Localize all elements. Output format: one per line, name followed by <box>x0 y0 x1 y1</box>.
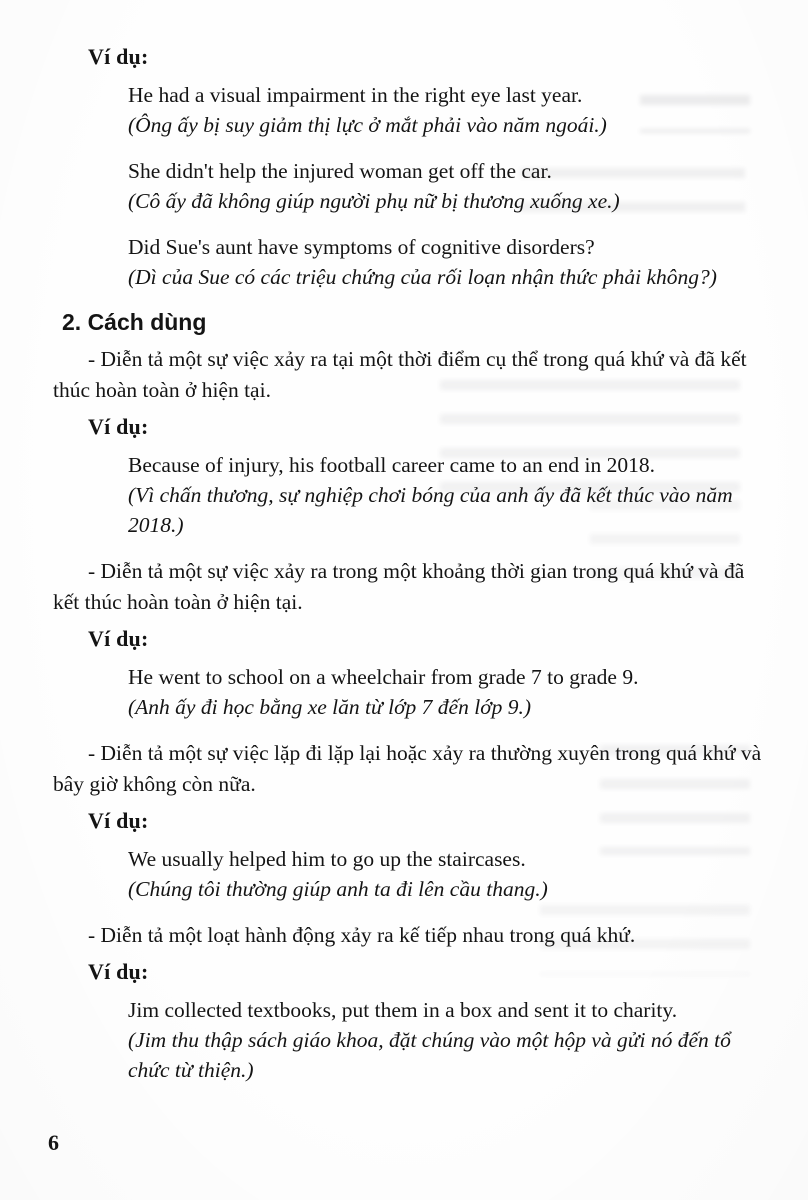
example-english: He went to school on a wheelchair from grade 7 to grade 9. <box>128 665 639 689</box>
example-label: Ví dụ: <box>88 959 149 984</box>
example-vietnamese: (Ông ấy bị suy giảm thị lực ở mắt phải vào năm ngoái.) <box>128 113 607 137</box>
section-heading: 2. Cách dùng <box>62 309 207 335</box>
example-label: Ví dụ: <box>88 808 149 833</box>
usage-rule: - Diễn tả một sự việc xảy ra trong một khoảng thời gian trong quá khứ và đã kết thúc hoàn toàn ở hiện tại. <box>53 559 745 614</box>
example-vietnamese: (Anh ấy đi học bằng xe lăn từ lớp 7 đến lớp 9.) <box>128 695 532 719</box>
example-english: He had a visual impairment in the right eye last year. <box>128 83 583 107</box>
example-vietnamese: (Cô ấy đã không giúp người phụ nữ bị thương xuống xe.) <box>128 189 620 213</box>
example-english: Because of injury, his football career came to an end in 2018. <box>128 453 655 477</box>
example-pair <box>128 844 764 904</box>
example-english: Jim collected textbooks, put them in a box and sent it to charity. <box>128 998 678 1022</box>
example-vietnamese: (Jim thu thập sách giáo khoa, đặt chúng vào một hộp và gửi nó đến tổ chức từ thiện.) <box>128 1028 731 1082</box>
example-pair <box>128 450 764 540</box>
example-label: Ví dụ: <box>88 44 149 69</box>
example-vietnamese: (Chúng tôi thường giúp anh ta đi lên cầu thang.) <box>128 877 548 901</box>
example-pair <box>128 662 764 722</box>
example-pair <box>128 995 764 1085</box>
usage-rule: - Diễn tả một sự việc xảy ra tại một thời điểm cụ thể trong quá khứ và đã kết thúc hoàn toàn ở hiện tại. <box>53 347 747 402</box>
example-label: Ví dụ: <box>88 626 149 651</box>
example-english: She didn't help the injured woman get off the car. <box>128 159 552 183</box>
example-english: We usually helped him to go up the staircases. <box>128 847 526 871</box>
example-vietnamese: (Vì chấn thương, sự nghiệp chơi bóng của anh ấy đã kết thúc vào năm 2018.) <box>128 483 733 537</box>
example-vietnamese: (Dì của Sue có các triệu chứng của rối loạn nhận thức phải không?) <box>128 265 717 289</box>
example-pair <box>128 156 764 216</box>
usage-rule: - Diễn tả một sự việc lặp đi lặp lại hoặc xảy ra thường xuyên trong quá khứ và bây giờ không còn nữa. <box>53 741 762 796</box>
example-label: Ví dụ: <box>88 414 149 439</box>
example-pair <box>128 232 764 292</box>
example-english: Did Sue's aunt have symptoms of cognitive disorders? <box>128 235 595 259</box>
page-number: 6 <box>48 1130 59 1155</box>
usage-rule: - Diễn tả một loạt hành động xảy ra kế tiếp nhau trong quá khứ. <box>88 923 636 947</box>
example-pair <box>128 80 764 140</box>
